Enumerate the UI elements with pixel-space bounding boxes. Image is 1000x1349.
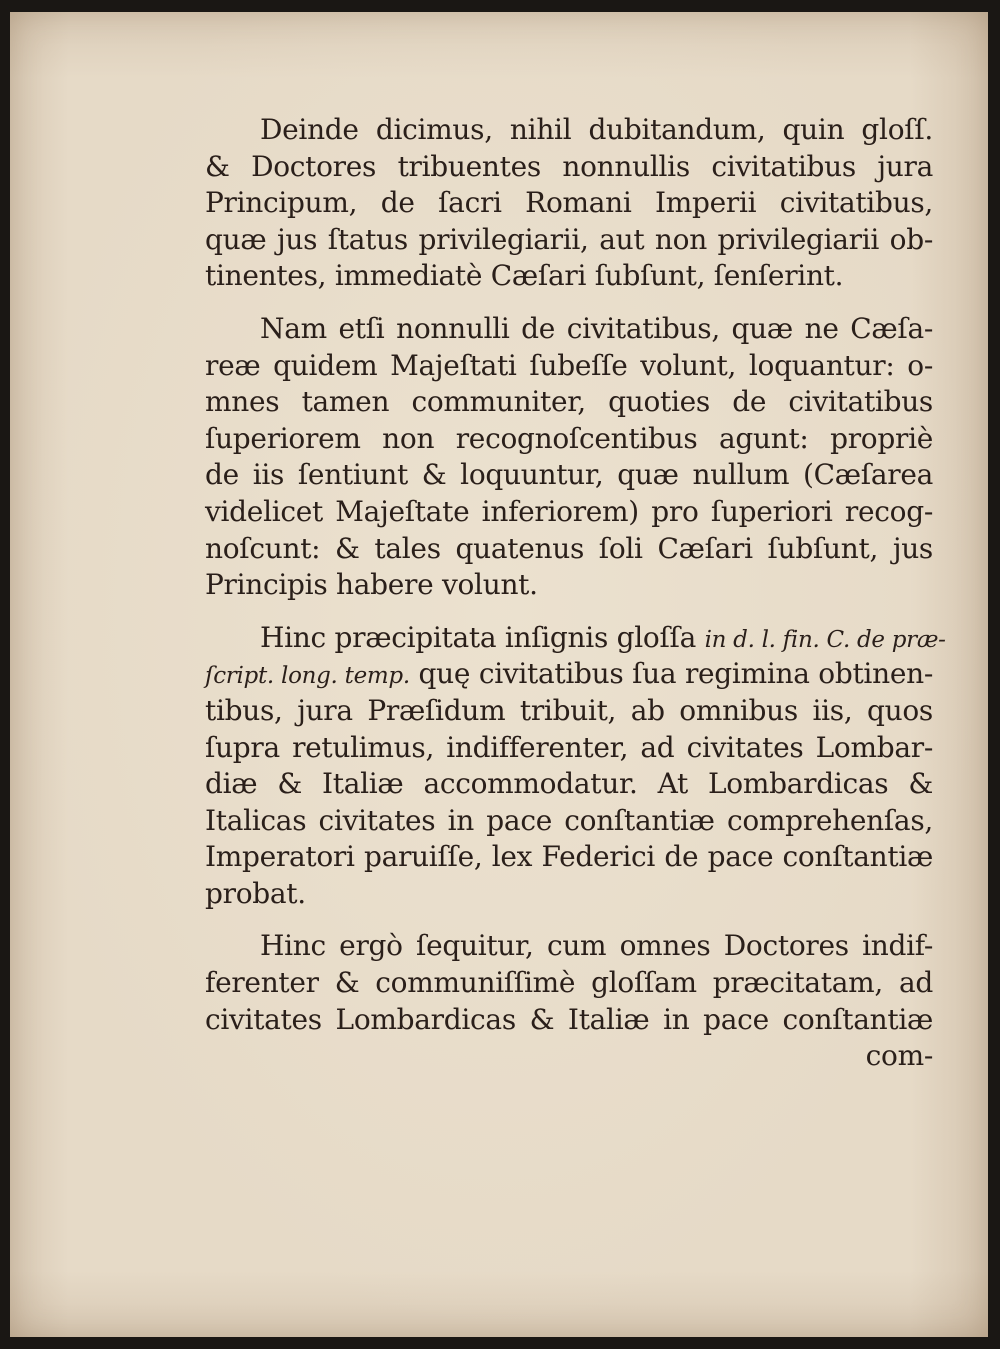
text-line: tibus, jura Præſidum tribuit, ab omnibus iis, quos <box>205 693 933 727</box>
text-line: civitates Lombardicas & Italiæ in pace conſtantiæ <box>205 1002 933 1036</box>
text-line: ſuperiorem non recognoſcentibus agunt: propriè <box>205 421 933 455</box>
paragraph-2 <box>205 311 933 604</box>
text-line <box>205 620 946 657</box>
text-line: de iis ſentiunt & loquuntur, quæ nullum (Cæſarea <box>205 458 933 492</box>
text-line: noſcunt: & tales quatenus ſoli Cæſari ſubſunt, jus <box>205 531 933 565</box>
citation: ſcript. long. temp. <box>205 663 410 690</box>
text-line: reæ quidem Majeſtati ſubeſſe volunt, loquantur: o- <box>205 348 933 382</box>
text-segment: Hinc præcipitata inſignis gloſſa <box>260 620 705 654</box>
text-line: diæ & Italiæ accommodatur. At Lombardicas & <box>205 767 933 801</box>
text-line: tinentes, immediatè Cæſari ſubſunt, ſenſerint. <box>205 259 844 293</box>
text-line: quæ jus ſtatus privilegiarii, aut non privilegiarii ob- <box>205 222 933 256</box>
text-line: probat. <box>205 876 306 910</box>
text-line: Imperatori paruiſſe, lex Federici de pace conſtantiæ <box>205 840 933 874</box>
text-line: Hinc ergò ſequitur, cum omnes Doctores indif- <box>260 929 933 963</box>
text-line: Principum, de ſacri Romani Imperii civitatibus, <box>205 186 933 220</box>
paragraph-1 <box>205 112 933 295</box>
paragraph-3 <box>205 620 946 913</box>
text-line <box>205 656 933 693</box>
text-line: ferenter & communiſſimè gloſſam præcitatam, ad <box>205 966 933 1000</box>
text-line: & Doctores tribuentes nonnullis civitatibus jura <box>205 149 933 183</box>
citation: in d. l. fin. C. de præ- <box>704 626 946 653</box>
text-line: Italicas civitates in pace conſtantiæ comprehenſas, <box>205 803 933 837</box>
text-line: mnes tamen communiter, quoties de civitatibus <box>205 385 933 419</box>
text-line: videlicet Majeſtate inferiorem) pro ſuperiori recog- <box>205 494 933 528</box>
catchword: com- <box>865 1039 933 1073</box>
paragraph-4 <box>205 928 933 1074</box>
text-line: Nam etſi nonnulli de civitatibus, quæ ne Cæſa- <box>260 311 933 345</box>
text-line: Deinde dicimus, nihil dubitandum, quin gloſſ. <box>260 113 933 146</box>
text-body <box>205 112 946 1075</box>
text-line: Principis habere volunt. <box>205 568 538 602</box>
text-segment: quę civitatibus ſua regimina obtinen- <box>409 657 933 691</box>
text-line: ſupra retulimus, indifferenter, ad civitates Lombar- <box>205 730 933 764</box>
